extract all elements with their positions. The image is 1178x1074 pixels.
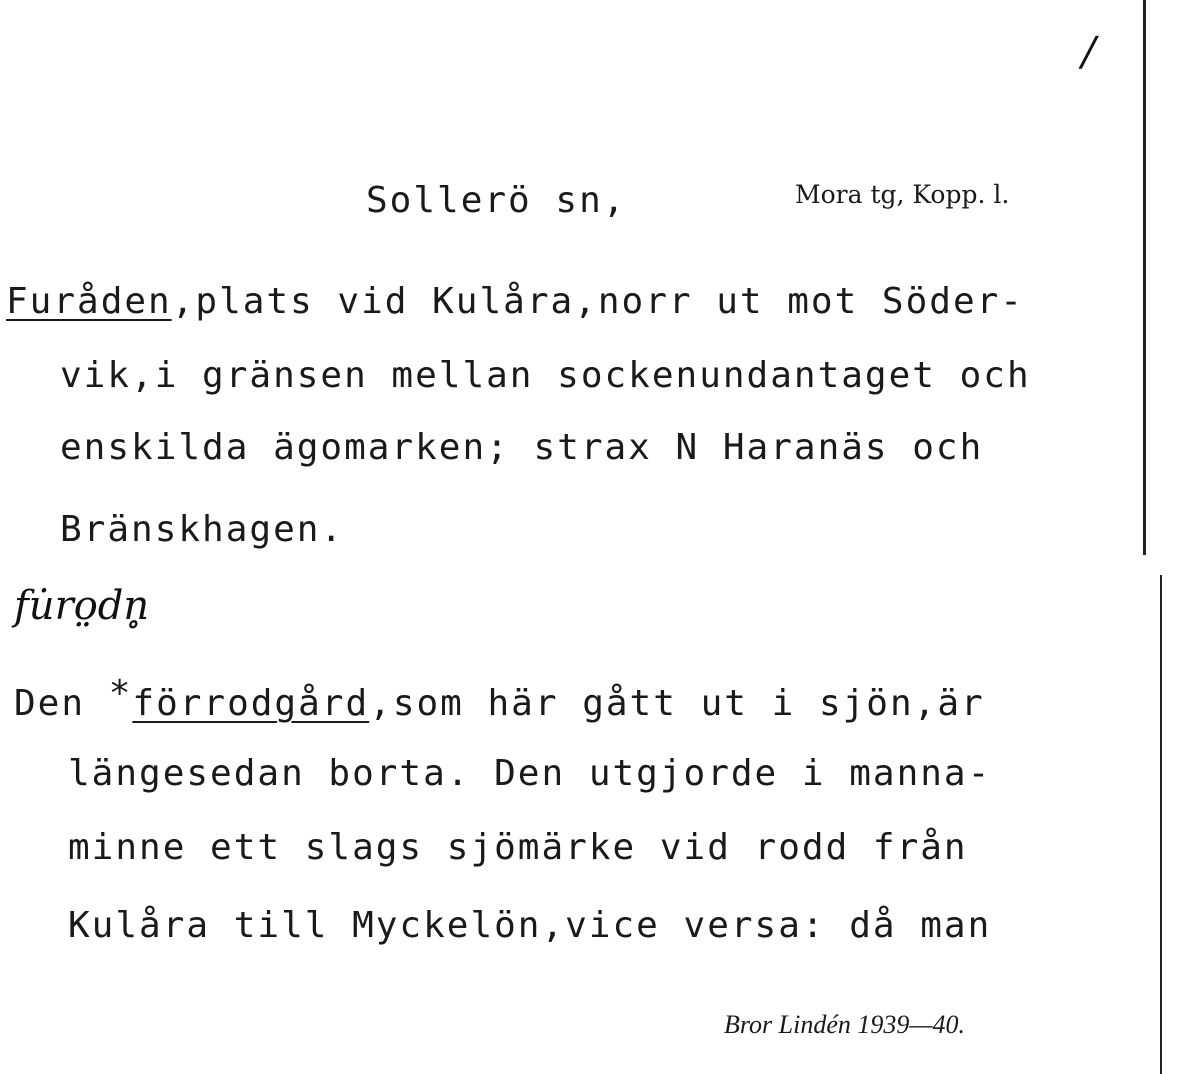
signature-author-years: Bror Lindén 1939—40. [724,1010,965,1039]
page-mark: / [1077,29,1101,75]
card-right-edge-lower [1160,575,1162,1074]
entry1-line1-text: ,plats vid Kulåra,norr ut mot Söder- [171,281,1024,322]
entry2-line4: Kulåra till Myckelön,vice versa: då man [68,905,992,946]
entry1-line4: Bränskhagen. [60,509,345,550]
entry1-line3: enskilda ägomarken; strax N Haranäs och [60,427,984,468]
handwritten-pronunciation: fu̇ro̤dn̥ [14,583,150,629]
term-forrodgard: förrodgård [132,683,370,724]
entry2-line2: längesedan borta. Den utgjorde i manna- [68,753,992,794]
entry1-line1 [6,281,1024,322]
headword-furaden: Furåden [6,281,172,322]
asterisk-mark: * [108,673,133,714]
entry2-line1 [14,673,985,724]
card-right-edge-upper [1143,0,1146,555]
header-parish: Sollerö sn, [366,180,627,221]
entry2-line1-text: ,som här gått ut i sjön,är [369,683,985,724]
header-district: Mora tg, Kopp. l. [795,180,1010,209]
entry2-line3: minne ett slags sjömärke vid rodd från [68,827,968,868]
entry2-line1-start: Den [14,683,109,724]
entry1-line2: vik,i gränsen mellan sockenundantaget och [60,355,1031,396]
